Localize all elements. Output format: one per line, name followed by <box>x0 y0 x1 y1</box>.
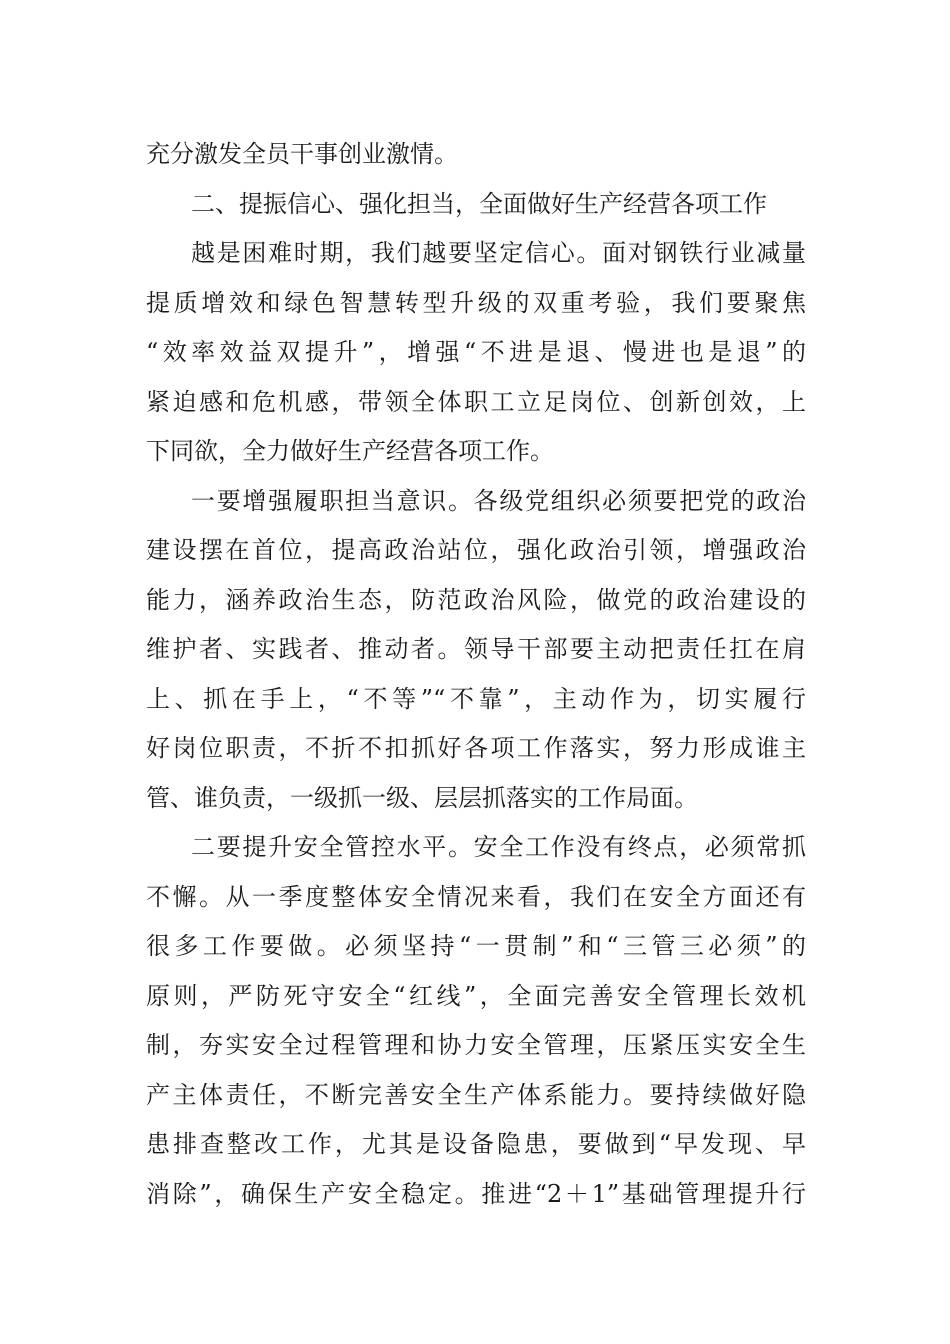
text-line: 产主体责任，不断完善安全生产体系能力。要持续做好隐 <box>146 1080 806 1109</box>
text-line: 充分激发全员干事创业激情。 <box>146 140 458 168</box>
paragraph <box>146 130 806 180</box>
paragraph <box>146 823 806 1219</box>
text-line: 好岗位职责，不折不扣抓好各项工作落实，努力形成谁主 <box>146 734 806 762</box>
text-line: 不懈。从一季度整体安全情况来看，我们在安全方面还有 <box>146 882 806 911</box>
text-line: 能力，涵养政治生态，防范政治风险，做党的政治建设的 <box>146 585 806 614</box>
text-line: 一要增强履职担当意识。各级党组织必须要把党的政治 <box>191 486 806 515</box>
heading-line: 二、提振信心、强化担当，全面做好生产经营各项工作 <box>191 189 767 218</box>
text-line: 上、抓在手上，“不等”“不靠”，主动作为，切实履行 <box>146 684 806 713</box>
text-line: 越是困难时期，我们越要坚定信心。面对钢铁行业减量 <box>191 239 806 267</box>
text-line: 紧迫感和危机感，带领全体职工立足岗位、创新创效，上 <box>146 387 806 416</box>
text-line: 下同欲，全力做好生产经营各项工作。 <box>146 437 554 465</box>
text-line: 管、谁负责，一级抓一级、层层抓落实的工作局面。 <box>146 783 698 812</box>
paragraph <box>146 477 806 824</box>
text-line: “效率效益双提升”，增强“不进是退、慢进也是退”的 <box>146 338 806 366</box>
text-line: 制，夯实安全过程管理和协力安全管理，压紧压实安全生 <box>146 1031 806 1059</box>
document-body <box>146 130 806 1219</box>
text-line: 二要提升安全管控水平。安全工作没有终点，必须常抓 <box>191 833 806 861</box>
text-line: 消除”，确保生产安全稳定。推进“2＋1”基础管理提升行 <box>146 1179 806 1208</box>
section-heading <box>146 180 806 230</box>
text-line: 原则，严防死守安全“红线”，全面完善安全管理长效机 <box>146 981 806 1010</box>
text-line: 提质增效和绿色智慧转型升级的双重考验，我们要聚焦 <box>146 288 806 317</box>
text-line: 患排查整改工作，尤其是设备隐患，要做到“早发现、早 <box>146 1130 806 1158</box>
text-line: 很多工作要做。必须坚持“一贯制”和“三管三必须”的 <box>146 932 806 960</box>
paragraph <box>146 229 806 477</box>
text-line: 维护者、实践者、推动者。领导干部要主动把责任扛在肩 <box>146 635 806 663</box>
text-line: 建设摆在首位，提高政治站位，强化政治引领，增强政治 <box>146 536 806 564</box>
